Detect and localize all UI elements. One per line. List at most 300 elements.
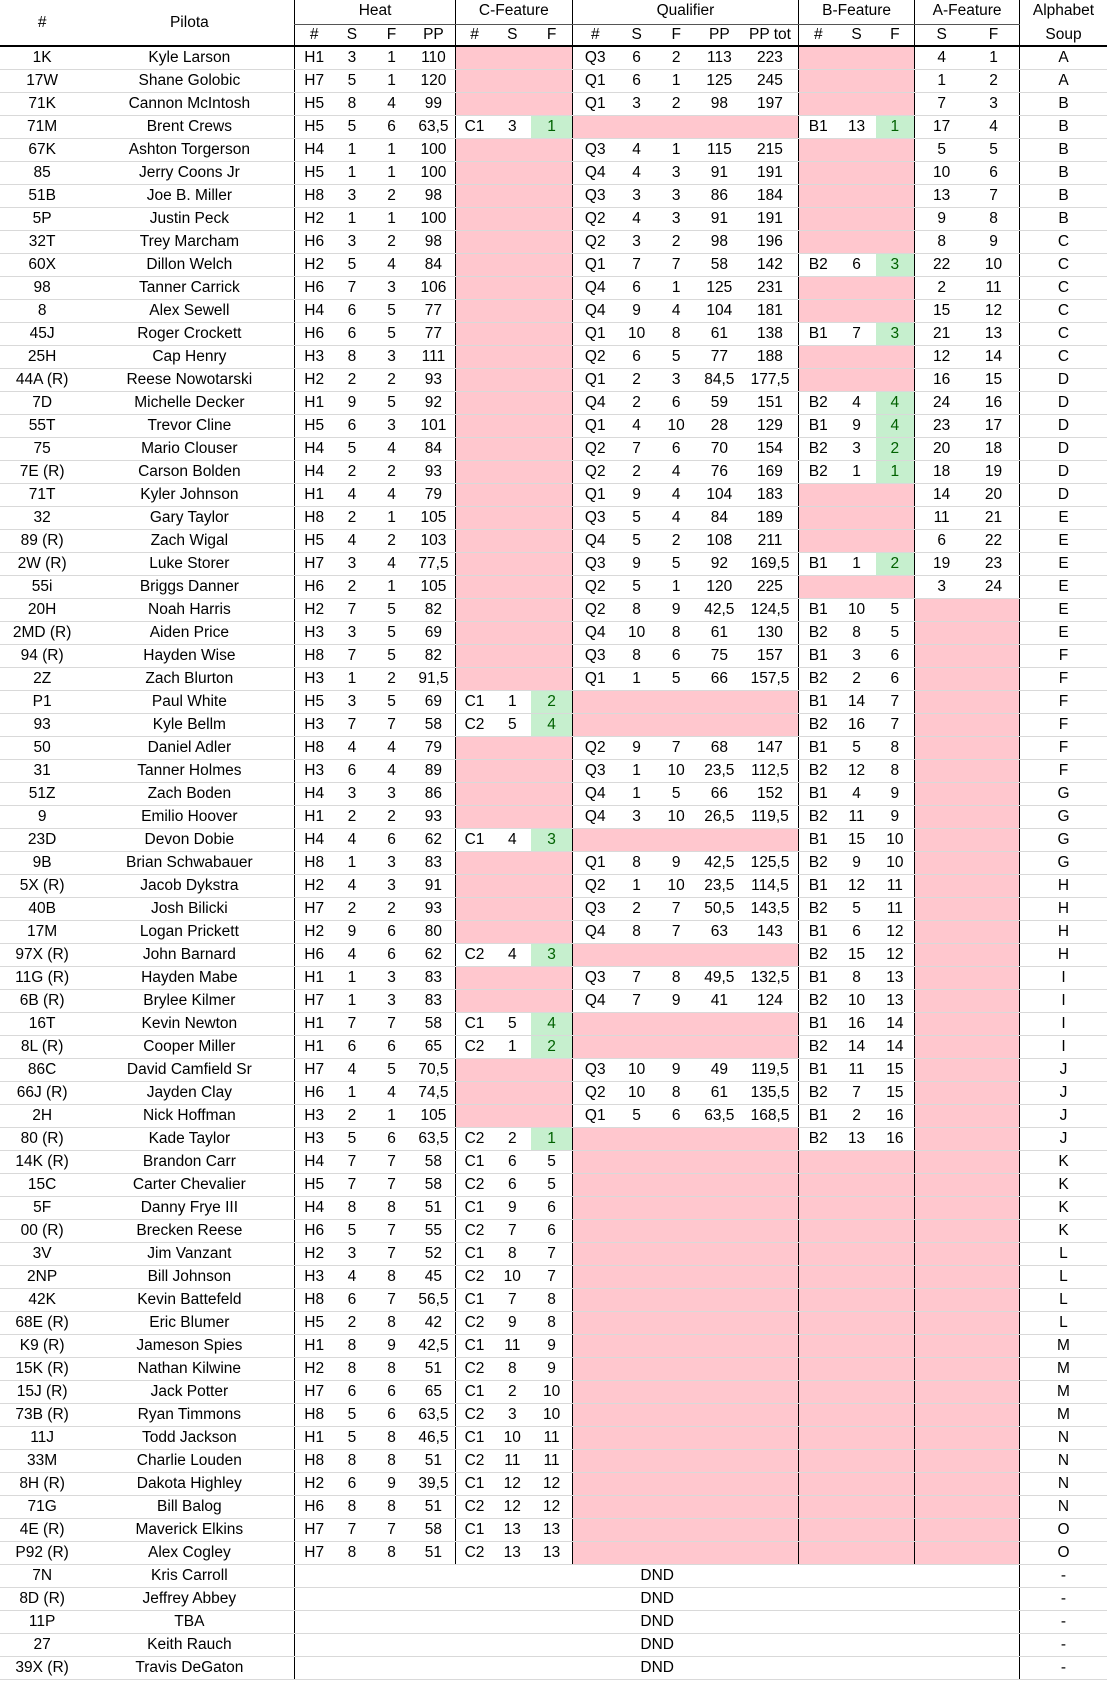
qualifier-cell: 4: [656, 461, 697, 484]
qualifier-cell: 5: [618, 1105, 656, 1128]
table-row: [0, 70, 1107, 93]
heat-cell: 98: [412, 231, 455, 254]
b-feature-empty: [799, 1542, 915, 1565]
heat-cell: 8: [371, 1312, 412, 1335]
qualifier-empty: [572, 1151, 798, 1174]
heat-cell: 8: [333, 1496, 371, 1519]
qualifier-cell: Q3: [572, 645, 617, 668]
qualifier-cell: Q3: [572, 553, 617, 576]
a-feature-empty: [915, 1312, 1020, 1335]
heat-cell: 8: [371, 1266, 412, 1289]
heat-cell: 51: [412, 1358, 455, 1381]
heat-cell: H6: [295, 231, 333, 254]
a-feature-empty: [915, 875, 1020, 898]
c-feature-cell: 11: [493, 1450, 531, 1473]
heat-cell: 2: [371, 668, 412, 691]
qualifier-empty: [572, 1473, 798, 1496]
car-number: 7D: [0, 392, 84, 415]
a-feature-empty: [915, 1197, 1020, 1220]
a-feature-cell: 17: [968, 415, 1019, 438]
qualifier-cell: 154: [742, 438, 799, 461]
heat-cell: 1: [371, 1105, 412, 1128]
a-feature-cell: 11: [968, 277, 1019, 300]
a-feature-cell: 2: [915, 277, 968, 300]
heat-cell: 7: [371, 1519, 412, 1542]
heat-cell: 1: [371, 139, 412, 162]
a-feature-cell: 1: [915, 70, 968, 93]
heat-cell: 51: [412, 1542, 455, 1565]
c-feature-cell: C1: [455, 1243, 493, 1266]
car-number: 60X: [0, 254, 84, 277]
driver-name: Dakota Highley: [84, 1473, 295, 1496]
a-feature-empty: [915, 1542, 1020, 1565]
heat-cell: 7: [371, 1174, 412, 1197]
b-feature-cell: 9: [876, 783, 915, 806]
alphabet-soup-cell: M: [1019, 1335, 1107, 1358]
driver-name: Shane Golobic: [84, 70, 295, 93]
qualifier-empty: [572, 1450, 798, 1473]
b-feature-empty: [799, 1496, 915, 1519]
heat-cell: 8: [333, 346, 371, 369]
c-feature-empty: [455, 70, 572, 93]
a-feature-cell: 15: [968, 369, 1019, 392]
heat-cell: H1: [295, 806, 333, 829]
heat-cell: 105: [412, 507, 455, 530]
c-feature-cell: C1: [455, 1197, 493, 1220]
qualifier-cell: Q1: [572, 369, 617, 392]
qualifier-cell: Q4: [572, 530, 617, 553]
qualifier-cell: 130: [742, 622, 799, 645]
a-feature-empty: [915, 1151, 1020, 1174]
a-feature-cell: 12: [915, 346, 968, 369]
heat-cell: 6: [371, 1404, 412, 1427]
driver-name: Paul White: [84, 691, 295, 714]
heat-cell: 2: [333, 461, 371, 484]
a-feature-cell: 23: [915, 415, 968, 438]
qualifier-cell: 9: [618, 484, 656, 507]
c-feature-cell: C1: [455, 1473, 493, 1496]
c-feature-empty: [455, 967, 572, 990]
qualifier-empty: [572, 1335, 798, 1358]
heat-cell: H6: [295, 277, 333, 300]
c-feature-cell: 10: [531, 1404, 572, 1427]
qualifier-cell: 183: [742, 484, 799, 507]
heat-cell: H5: [295, 162, 333, 185]
qualifier-cell: 8: [656, 1082, 697, 1105]
c-feature-empty: [455, 208, 572, 231]
a-feature-empty: [915, 967, 1020, 990]
qualifier-cell: 66: [697, 668, 742, 691]
alphabet-soup-cell: G: [1019, 852, 1107, 875]
driver-name: Kevin Battefeld: [84, 1289, 295, 1312]
b-feature-cell: 4: [876, 415, 915, 438]
c-feature-cell: 10: [493, 1266, 531, 1289]
alphabet-soup-cell: I: [1019, 967, 1107, 990]
qualifier-cell: Q1: [572, 668, 617, 691]
a-feature-empty: [915, 1128, 1020, 1151]
car-number: 32: [0, 507, 84, 530]
qualifier-cell: 42,5: [697, 852, 742, 875]
car-number: 2MD (R): [0, 622, 84, 645]
table-row: [0, 1013, 1107, 1036]
alphabet-soup-cell: N: [1019, 1496, 1107, 1519]
b-feature-cell: 7: [876, 714, 915, 737]
car-number: 16T: [0, 1013, 84, 1036]
table-row-dnd: [0, 1611, 1107, 1634]
heat-cell: 58: [412, 1174, 455, 1197]
qualifier-empty: [572, 1427, 798, 1450]
alphabet-soup-cell: B: [1019, 93, 1107, 116]
b-feature-cell: 11: [838, 806, 876, 829]
heat-cell: 5: [371, 392, 412, 415]
driver-name: Logan Prickett: [84, 921, 295, 944]
c-feature-empty: [455, 898, 572, 921]
c-feature-cell: 6: [531, 1220, 572, 1243]
heat-cell: 7: [333, 1013, 371, 1036]
heat-cell: 5: [371, 323, 412, 346]
b-feature-cell: 2: [838, 668, 876, 691]
alphabet-soup-cell: F: [1019, 737, 1107, 760]
b-feature-cell: 10: [838, 990, 876, 1013]
a-feature-cell: 16: [968, 392, 1019, 415]
car-number: 51B: [0, 185, 84, 208]
heat-cell: 5: [371, 300, 412, 323]
qualifier-cell: 3: [618, 231, 656, 254]
table-row: [0, 139, 1107, 162]
alphabet-soup-cell: O: [1019, 1519, 1107, 1542]
c-feature-empty: [455, 139, 572, 162]
a-feature-cell: 24: [915, 392, 968, 415]
qualifier-cell: Q1: [572, 484, 617, 507]
table-row: [0, 323, 1107, 346]
qualifier-cell: Q4: [572, 990, 617, 1013]
c-feature-cell: C1: [455, 1013, 493, 1036]
car-number: 00 (R): [0, 1220, 84, 1243]
car-number: 2H: [0, 1105, 84, 1128]
a-feature-empty: [915, 1450, 1020, 1473]
driver-name: Carter Chevalier: [84, 1174, 295, 1197]
b-feature-cell: 9: [876, 806, 915, 829]
alphabet-soup-cell: A: [1019, 70, 1107, 93]
b-feature-cell: 15: [838, 829, 876, 852]
c-feature-cell: 9: [531, 1335, 572, 1358]
table-row-dnd: [0, 1565, 1107, 1588]
c-feature-cell: 6: [531, 1197, 572, 1220]
driver-name: Kris Carroll: [84, 1565, 295, 1588]
a-feature-empty: [915, 783, 1020, 806]
heat-cell: 1: [371, 46, 412, 70]
heat-cell: 6: [371, 116, 412, 139]
driver-name: Todd Jackson: [84, 1427, 295, 1450]
heat-cell: 4: [333, 1059, 371, 1082]
heat-cell: 4: [333, 875, 371, 898]
alphabet-soup-cell: J: [1019, 1082, 1107, 1105]
heat-cell: H5: [295, 1312, 333, 1335]
b-feature-empty: [799, 1358, 915, 1381]
table-row: [0, 1105, 1107, 1128]
alphabet-soup-cell: E: [1019, 599, 1107, 622]
b-feature-cell: 2: [876, 553, 915, 576]
heat-cell: 7: [371, 1289, 412, 1312]
qualifier-cell: Q4: [572, 392, 617, 415]
a-feature-cell: 21: [915, 323, 968, 346]
heat-cell: H2: [295, 599, 333, 622]
c-feature-cell: C2: [455, 1036, 493, 1059]
a-feature-cell: 2: [968, 70, 1019, 93]
c-feature-empty: [455, 783, 572, 806]
qualifier-cell: 177,5: [742, 369, 799, 392]
b-feature-empty: [799, 530, 915, 553]
alphabet-soup-cell: C: [1019, 231, 1107, 254]
driver-name: Jameson Spies: [84, 1335, 295, 1358]
qualifier-cell: 3: [618, 806, 656, 829]
driver-name: Joe B. Miller: [84, 185, 295, 208]
car-number: 3V: [0, 1243, 84, 1266]
table-row: [0, 1036, 1107, 1059]
driver-name: Carson Bolden: [84, 461, 295, 484]
c-feature-cell: 1: [531, 1128, 572, 1151]
driver-name: Alex Cogley: [84, 1542, 295, 1565]
car-number: 15J (R): [0, 1381, 84, 1404]
heat-cell: 2: [371, 461, 412, 484]
heat-cell: H1: [295, 46, 333, 70]
heat-cell: 74,5: [412, 1082, 455, 1105]
heat-cell: H4: [295, 438, 333, 461]
subheader: PP: [412, 25, 455, 47]
c-feature-cell: 8: [493, 1243, 531, 1266]
car-number: 15K (R): [0, 1358, 84, 1381]
car-number: 50: [0, 737, 84, 760]
a-feature-cell: 13: [968, 323, 1019, 346]
a-feature-empty: [915, 1358, 1020, 1381]
c-feature-cell: 1: [493, 1036, 531, 1059]
car-number: 71K: [0, 93, 84, 116]
b-feature-cell: 4: [838, 392, 876, 415]
heat-cell: 8: [333, 1335, 371, 1358]
qualifier-cell: 7: [656, 921, 697, 944]
qualifier-cell: 10: [656, 415, 697, 438]
b-feature-cell: B1: [799, 323, 838, 346]
heat-cell: 93: [412, 898, 455, 921]
qualifier-cell: 196: [742, 231, 799, 254]
alphabet-soup-cell: L: [1019, 1243, 1107, 1266]
table-row: [0, 231, 1107, 254]
b-feature-empty: [799, 93, 915, 116]
table-row: [0, 737, 1107, 760]
heat-cell: 51: [412, 1197, 455, 1220]
car-number: 40B: [0, 898, 84, 921]
c-feature-cell: C2: [455, 1312, 493, 1335]
a-feature-cell: 8: [915, 231, 968, 254]
heat-cell: 92: [412, 392, 455, 415]
qualifier-cell: 70: [697, 438, 742, 461]
qualifier-cell: 2: [618, 898, 656, 921]
c-feature-cell: 8: [531, 1312, 572, 1335]
driver-name: TBA: [84, 1611, 295, 1634]
heat-cell: 83: [412, 967, 455, 990]
qualifier-cell: 6: [618, 277, 656, 300]
qualifier-cell: Q2: [572, 875, 617, 898]
c-feature-cell: 9: [493, 1197, 531, 1220]
driver-name: Cooper Miller: [84, 1036, 295, 1059]
b-feature-cell: 1: [838, 553, 876, 576]
qualifier-cell: 26,5: [697, 806, 742, 829]
a-feature-cell: 19: [968, 461, 1019, 484]
b-feature-cell: B1: [799, 691, 838, 714]
qualifier-empty: [572, 944, 798, 967]
qualifier-cell: 151: [742, 392, 799, 415]
alphabet-soup-cell: J: [1019, 1059, 1107, 1082]
driver-name: Tanner Carrick: [84, 277, 295, 300]
b-feature-cell: 11: [876, 875, 915, 898]
c-feature-cell: C1: [455, 116, 493, 139]
b-feature-cell: 13: [838, 116, 876, 139]
qualifier-cell: 143: [742, 921, 799, 944]
alphabet-soup-cell: G: [1019, 783, 1107, 806]
driver-name: Brylee Kilmer: [84, 990, 295, 1013]
b-feature-cell: 10: [876, 852, 915, 875]
c-feature-cell: 3: [531, 944, 572, 967]
b-feature-cell: B1: [799, 921, 838, 944]
alphabet-soup-cell: E: [1019, 507, 1107, 530]
qualifier-cell: 223: [742, 46, 799, 70]
qualifier-empty: [572, 1128, 798, 1151]
c-feature-empty: [455, 530, 572, 553]
qualifier-cell: 5: [618, 576, 656, 599]
qualifier-cell: 98: [697, 93, 742, 116]
b-feature-cell: 8: [876, 760, 915, 783]
b-feature-empty: [799, 1312, 915, 1335]
qualifier-cell: 50,5: [697, 898, 742, 921]
qualifier-cell: 1: [656, 70, 697, 93]
heat-cell: H4: [295, 783, 333, 806]
heat-cell: 4: [333, 484, 371, 507]
table-row: [0, 714, 1107, 737]
heat-cell: H7: [295, 1542, 333, 1565]
car-number: 5F: [0, 1197, 84, 1220]
b-feature-cell: 3: [838, 645, 876, 668]
heat-cell: 7: [371, 1013, 412, 1036]
b-feature-cell: B1: [799, 875, 838, 898]
heat-cell: 7: [333, 1519, 371, 1542]
qualifier-cell: Q2: [572, 1082, 617, 1105]
a-feature-cell: 22: [915, 254, 968, 277]
qualifier-cell: 2: [656, 46, 697, 70]
a-feature-cell: 4: [915, 46, 968, 70]
alphabet-soup-cell: -: [1019, 1588, 1107, 1611]
b-feature-cell: 13: [876, 967, 915, 990]
alphabet-soup-cell: C: [1019, 346, 1107, 369]
heat-cell: 3: [333, 691, 371, 714]
b-feature-cell: B2: [799, 944, 838, 967]
qualifier-empty: [572, 116, 798, 139]
qualifier-cell: 7: [618, 438, 656, 461]
a-feature-empty: [915, 1059, 1020, 1082]
qualifier-cell: 245: [742, 70, 799, 93]
b-feature-empty: [799, 70, 915, 93]
qualifier-cell: 169,5: [742, 553, 799, 576]
c-feature-cell: C1: [455, 1381, 493, 1404]
car-number: 68E (R): [0, 1312, 84, 1335]
car-number: 93: [0, 714, 84, 737]
qualifier-cell: 2: [618, 392, 656, 415]
qualifier-cell: 7: [656, 898, 697, 921]
heat-cell: H8: [295, 852, 333, 875]
c-feature-cell: C2: [455, 1542, 493, 1565]
driver-name: David Camfield Sr: [84, 1059, 295, 1082]
heat-cell: H4: [295, 829, 333, 852]
a-feature-cell: 8: [968, 208, 1019, 231]
qualifier-cell: Q1: [572, 415, 617, 438]
a-feature-empty: [915, 944, 1020, 967]
heat-cell: 84: [412, 438, 455, 461]
heat-cell: 100: [412, 139, 455, 162]
b-feature-empty: [799, 1289, 915, 1312]
table-row: [0, 898, 1107, 921]
c-feature-empty: [455, 323, 572, 346]
a-feature-cell: 10: [968, 254, 1019, 277]
table-row: [0, 1220, 1107, 1243]
qualifier-cell: 1: [656, 277, 697, 300]
qualifier-cell: 28: [697, 415, 742, 438]
driver-name: Cap Henry: [84, 346, 295, 369]
heat-cell: H8: [295, 185, 333, 208]
c-feature-cell: 8: [493, 1358, 531, 1381]
driver-name: Kyle Larson: [84, 46, 295, 70]
alphabet-soup-cell: C: [1019, 254, 1107, 277]
c-feature-cell: 2: [493, 1128, 531, 1151]
heat-cell: 9: [333, 921, 371, 944]
qualifier-cell: 9: [656, 599, 697, 622]
qualifier-cell: Q4: [572, 622, 617, 645]
heat-cell: 8: [371, 1197, 412, 1220]
a-feature-empty: [915, 806, 1020, 829]
table-row: [0, 622, 1107, 645]
qualifier-cell: 23,5: [697, 875, 742, 898]
a-feature-empty: [915, 852, 1020, 875]
b-feature-cell: 3: [876, 254, 915, 277]
c-feature-empty: [455, 185, 572, 208]
table-row: [0, 1312, 1107, 1335]
table-row: [0, 93, 1107, 116]
b-feature-cell: 16: [876, 1105, 915, 1128]
car-number: 14K (R): [0, 1151, 84, 1174]
qualifier-empty: [572, 1197, 798, 1220]
c-feature-cell: 12: [493, 1473, 531, 1496]
qualifier-cell: 91: [697, 162, 742, 185]
heat-cell: 3: [371, 415, 412, 438]
qualifier-cell: 211: [742, 530, 799, 553]
heat-cell: 2: [333, 1105, 371, 1128]
driver-name: Brian Schwabauer: [84, 852, 295, 875]
qualifier-cell: 3: [656, 162, 697, 185]
driver-name: Jeffrey Abbey: [84, 1588, 295, 1611]
b-feature-empty: [799, 1473, 915, 1496]
c-feature-empty: [455, 277, 572, 300]
qualifier-empty: [572, 1358, 798, 1381]
heat-cell: 1: [333, 139, 371, 162]
table-row: [0, 921, 1107, 944]
alphabet-soup-cell: J: [1019, 1105, 1107, 1128]
heat-cell: 4: [333, 829, 371, 852]
table-row: [0, 484, 1107, 507]
heat-cell: 1: [333, 208, 371, 231]
subheader: F: [531, 25, 572, 47]
heat-cell: 52: [412, 1243, 455, 1266]
c-feature-empty: [455, 461, 572, 484]
heat-cell: H4: [295, 1197, 333, 1220]
alphabet-soup-cell: O: [1019, 1542, 1107, 1565]
